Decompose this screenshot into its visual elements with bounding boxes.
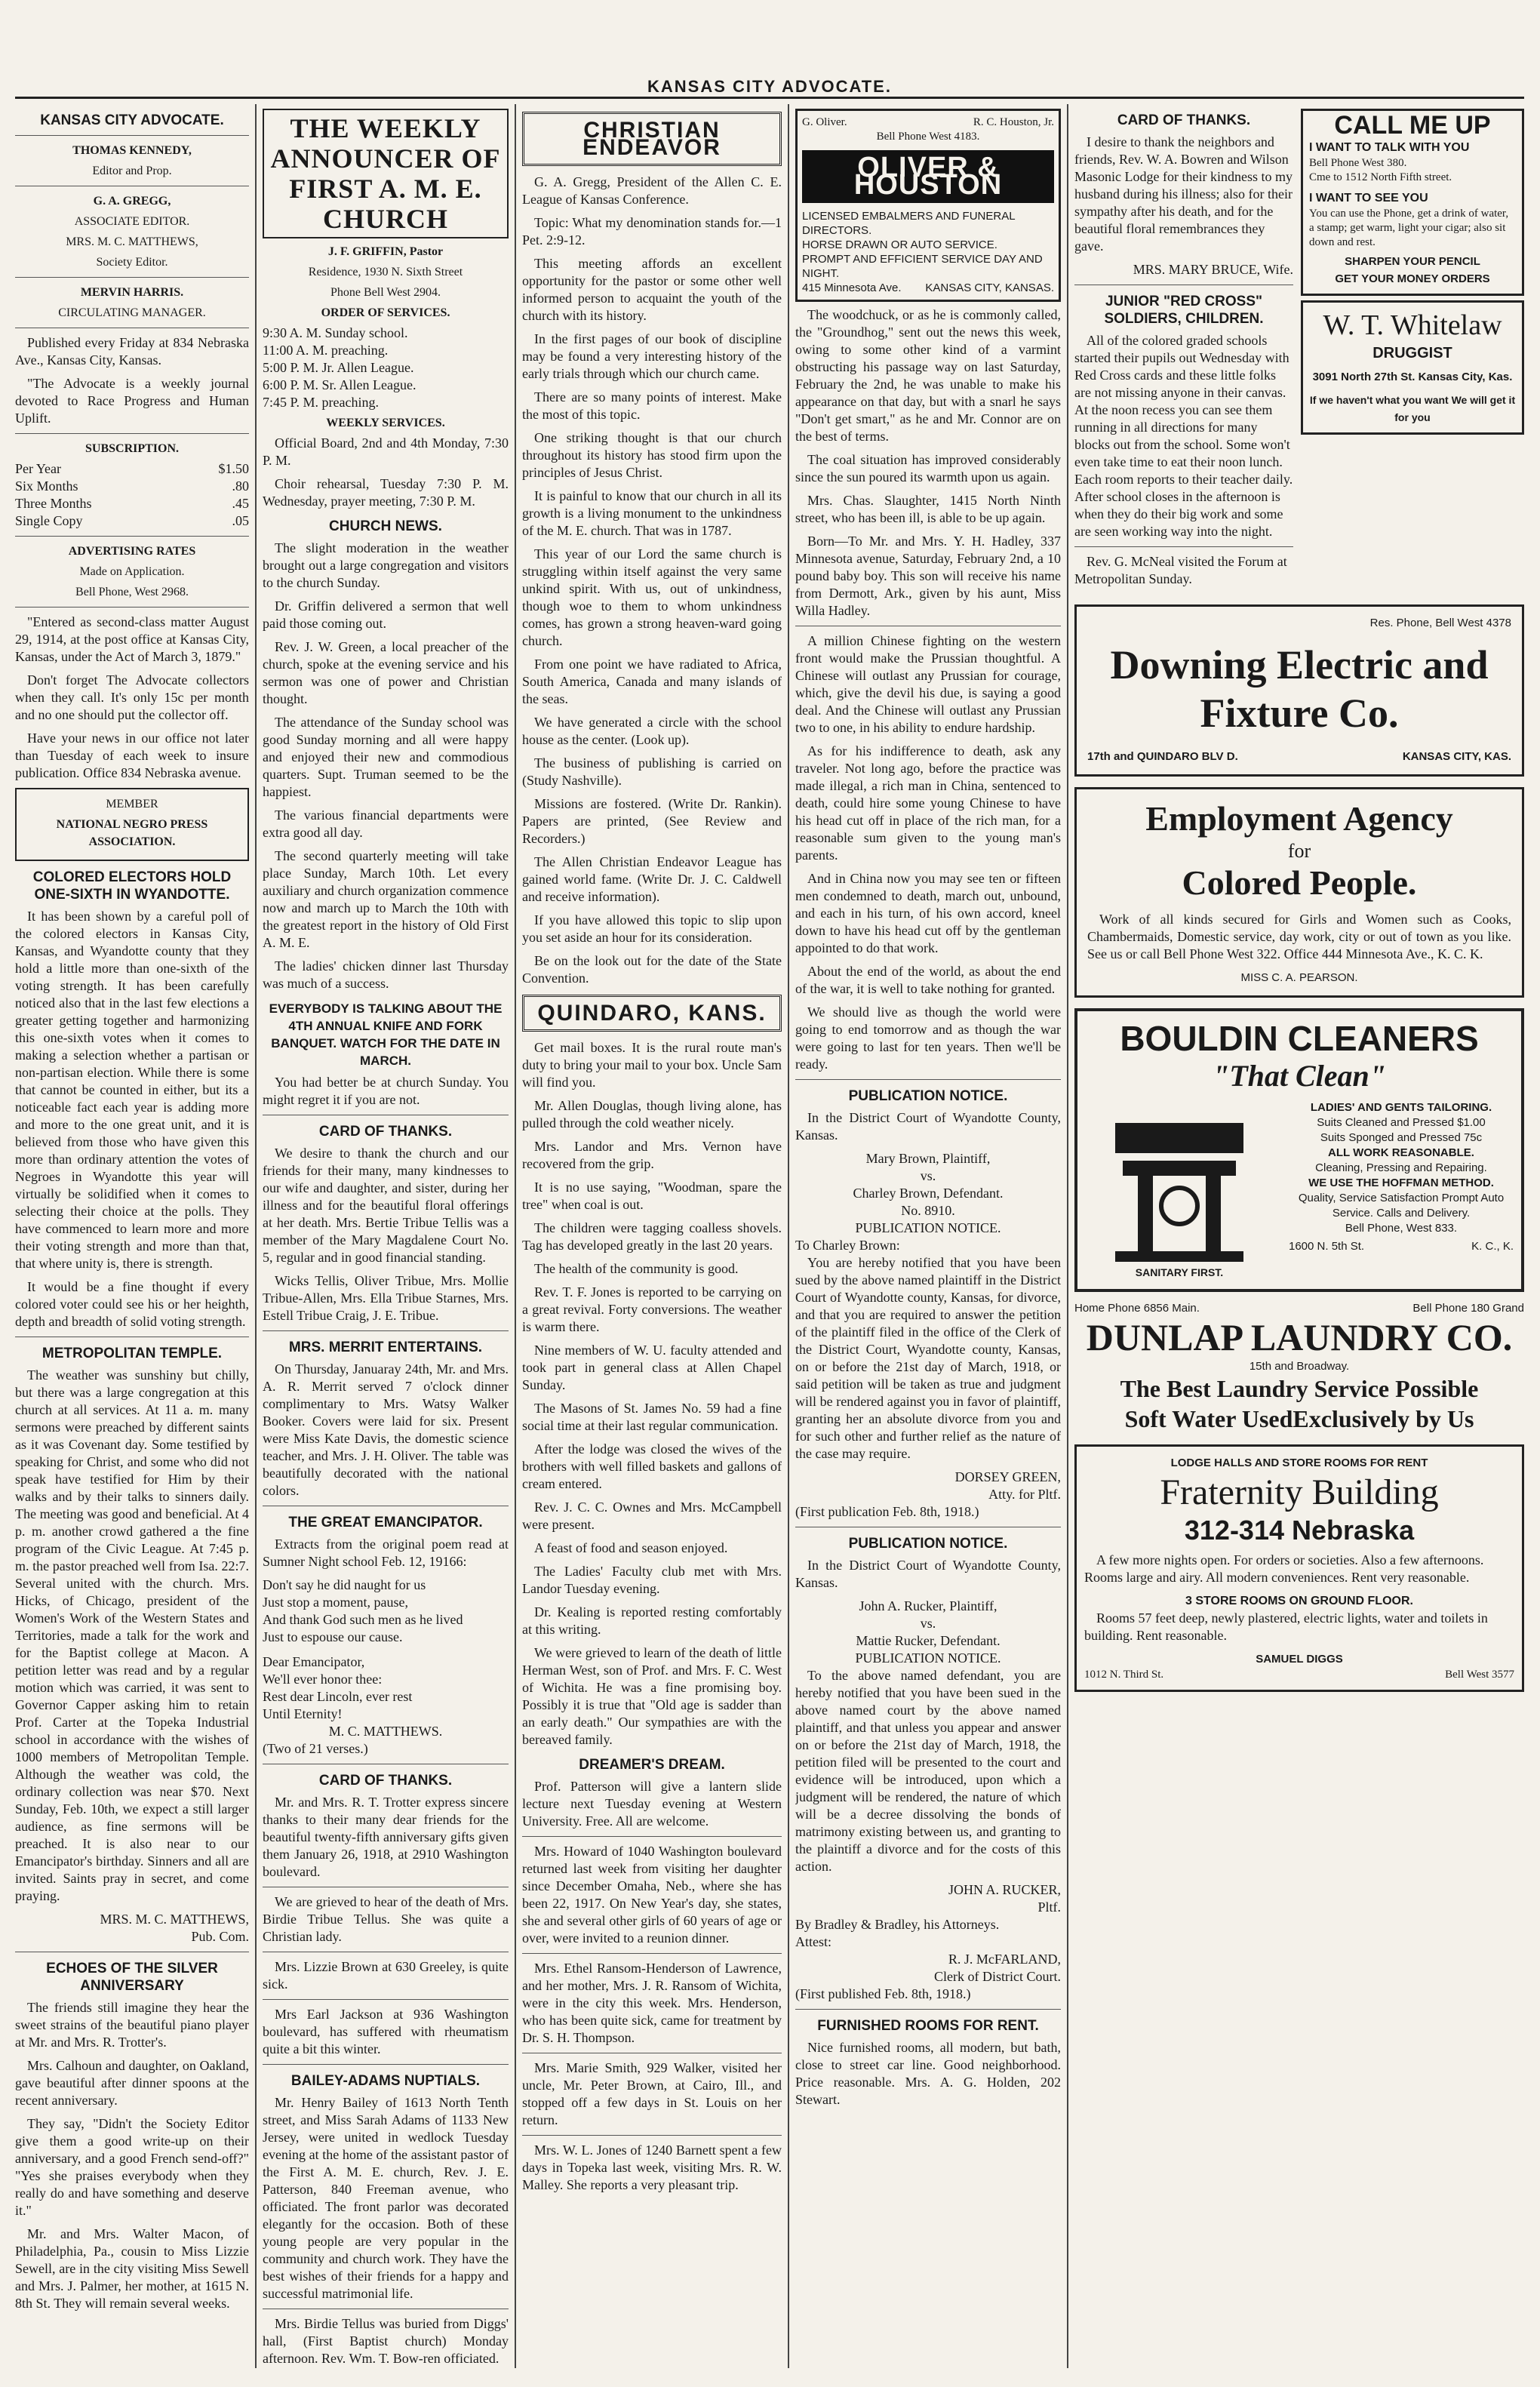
call-line: GET YOUR MONEY ORDERS: [1335, 272, 1490, 285]
pub2-body: To the above named defendant, you are hereby notified that you have been sued in the above named court by the above named plaintiff, and that unless you appear and answer on or before the 21st day of March, 1918, the petition filed will be presented to the court and evidence will be introduced, upon which a judgment will be rendered, the nature of which will be a decree dissolving the bonds of matrimony existing between us, and granting to the plaintiff a divorce and for the costs of this action.: [795, 1668, 1061, 1874]
pub2-vs: vs.: [920, 1616, 936, 1631]
temple-body: The weather was sunshiny but chilly, but there was a large congregation at this church at all services. At 11 a. m. many sermons were preached by different saints as it was Covenant day. Some testified by speaking for Christ, and some who did not speak have testified for Him by their walks and by their talks to sinners daily. The meeting was good and beneficial. At 4 p. m. another crowd gathered a the fine program of the Civic League. At 7:45 p. m. the pastor preached well from Isa. 22:7. Several united with the church. Mrs. Hicks, of Chicago, president of the Women's Work of the Western States and Territories, made a talk for the work and for the Baptist college at Macon. A petition letter was read and by a regular motion which was carried, it was sent to Governor Capper asking him to retain Prof. Carter at the Topeka Industrial school in accordance with the wishes of 1000 members of Metropolitan Temple. Although the weather was cold, the ordinary collection was near $70. Next Sunday, Feb. 10th, we expect a still larger audience, as fine sermons will be preached. It is also near to our Emancipator's birthday. Sinners and all are invited. Saints pray in secret, and come praying.: [15, 1367, 249, 1903]
bouldin-sanitary: SANITARY FIRST.: [1135, 1266, 1224, 1278]
banquet-body: You had better be at church Sunday. You might regret it if you are not.: [263, 1075, 509, 1107]
banquet-heading: EVERYBODY IS TALKING ABOUT THE 4TH ANNUAL KNIFE AND FORK BANQUET. WATCH FOR THE DATE IN MARCH.: [269, 1001, 503, 1068]
editor-name: THOMAS KENNEDY,: [72, 144, 192, 157]
quindaro-item: The Ladies' Faculty club met with Mrs. Landor Tuesday evening.: [522, 1564, 782, 1596]
born-text: Born—To Mr. and Mrs. Y. H. Hadley, 337 Minnesota avenue, Saturday, February 2nd, a 10 pound baby boy. This son will receive his name from Dermott, Ark., given by his aunt, Miss Willa Hadley.: [795, 534, 1061, 618]
endeavor-body: Be on the look out for the date of the State Convention.: [522, 953, 782, 986]
downing-title: Downing Electric and Fixture Co.: [1110, 642, 1489, 736]
rates-list: [15, 460, 249, 530]
call-title: CALL ME UP: [1334, 111, 1491, 140]
pub2-clerk: R. J. McFARLAND,: [948, 1952, 1061, 1967]
jackson-text: Mrs Earl Jackson at 936 Washington boulevard, has suffered with rheumatism quite a bit this winter.: [263, 2007, 509, 2056]
endeavor-body: This year of our Lord the same church is struggling within itself against the very same unkind spirit. With us, out of unkindness, though woe to them to whom unkindness comes, has grown a strong heaven-ward going church.: [522, 546, 782, 648]
frat-store-body: Rooms 57 feet deep, newly plastered, electric lights, water and toilets in building. Rent reasonable.: [1084, 1610, 1488, 1643]
whitelaw-title: W. T. Whitelaw: [1323, 309, 1502, 341]
pressing-machine-icon: [1085, 1100, 1274, 1274]
weekly-heading: WEEKLY SERVICES.: [326, 417, 445, 429]
pub2-by: By Bradley & Bradley, his Attorneys.: [795, 1917, 1000, 1932]
echoes-body-3: They say, "Didn't the Society Editor give them a good write-up on their anniversary, and a good French send-off?" "Yes she praises everybody when they really do and have something and deserve it.": [15, 2116, 249, 2218]
poem-line: Don't say he did naught for us: [263, 1577, 426, 1592]
service-item: 5:00 P. M. Jr. Allen League.: [263, 360, 414, 375]
column-1: [15, 104, 249, 2368]
adv-heading: ADVERTISING RATES: [68, 545, 196, 558]
poem-line: Just to espouse our cause.: [263, 1629, 403, 1644]
frat-title: Fraternity Building: [1160, 1472, 1439, 1512]
pub1-vs: vs.: [920, 1168, 936, 1183]
electors-body-2: It would be a fine thought if every colored voter could see his or her heighth, depth and breadth of solid voting strength.: [15, 1279, 249, 1329]
adv-phone: Bell Phone, West 2968.: [75, 586, 189, 598]
world-end-text: About the end of the world, as about the end of the war, it is well to take nothing for granted.: [795, 964, 1061, 996]
nuptials-heading: BAILEY-ADAMS NUPTIALS.: [290, 2073, 481, 2089]
call-line: SHARPEN YOUR PENCIL: [1345, 255, 1480, 268]
temple-heading: METROPOLITAN TEMPLE.: [41, 1346, 223, 1361]
quindaro-item: Rev. J. C. C. Ownes and Mrs. McCampbell were present.: [522, 1500, 782, 1532]
endeavor-topic: Topic: What my denomination stands for.—1 Pet. 2:9-12.: [522, 215, 782, 248]
echoes-body: The friends still imagine they hear the sweet strains of the beautiful piano player at Mr. and Mrs. R. Trotter's.: [15, 2000, 249, 2050]
quindaro-item: Nine members of W. U. faculty attended and took part in general class at Allen Chapel Sunday.: [522, 1343, 782, 1392]
bouldin-line: Bell Phone, West 833.: [1345, 1222, 1458, 1235]
echoes-heading: ECHOES OF THE SILVER ANNIVERSARY: [46, 1961, 218, 1994]
publish-text: Published every Friday at 834 Nebraska Ave., Kansas City, Kansas.: [15, 335, 249, 368]
endeavor-body: The business of publishing is carried on (Study Nashville).: [522, 755, 782, 788]
frat-body: A few more nights open. For orders or societies. Also a few afternoons. Rooms large and airy. All modern conveniences. Rent very reasonable.: [1084, 1552, 1484, 1585]
masthead-rule: [15, 97, 1524, 99]
rate-row: Six Months .80: [15, 478, 249, 494]
thanks-heading: CARD OF THANKS.: [318, 1124, 453, 1140]
bouldin-line: Quality, Service Satisfaction Prompt Auto Service. Calls and Delivery.: [1298, 1192, 1505, 1220]
endeavor-body: This meeting affords an excellent opportunity for the pastor or some other well informed person to acquaint the youth of the church with its history.: [522, 256, 782, 323]
junior-heading: JUNIOR "RED CROSS" SOLDIERS, CHILDREN.: [1104, 294, 1264, 327]
frat-store: 3 STORE ROOMS ON GROUND FLOOR.: [1185, 1595, 1413, 1607]
downing-address: 17th and QUINDARO BLV D.: [1087, 750, 1238, 763]
member-org: NATIONAL NEGRO PRESS ASSOCIATION.: [56, 818, 208, 848]
nuptials-body: Mr. Henry Bailey of 1613 North Tenth street, and Miss Sarah Adams of 1133 New Jersey, were united in wedlock Tuesday evening at the home of the assistant pastor of the First A. M. E. church, Rev. J. E. Patterson, 840 Freeman avenue, who officiated. The front parlor was decorated elegantly for the occasion. Both of these young people are very popular in the community and church work. They have the best wishes of their friends for a happy and successful matrimonial life.: [263, 2095, 509, 2301]
dunlap-address: 15th and Broadway.: [1249, 1360, 1350, 1373]
thanks-body: We desire to thank the church and our friends for their many, many kindnesses to our wife and daughter, and sister, during her illness and for the beautiful floral offerings at her death. Mrs. Bertie Tribue Tellis was a member of the Mary Magdalene Court No. 5, regular and in good financial standing.: [263, 1146, 509, 1265]
poem-line: Dear Emancipator,: [263, 1654, 365, 1669]
news-body-2: Dr. Griffin delivered a sermon that well paid those coming out.: [263, 598, 509, 631]
bouldin-line: WE USE THE HOFFMAN METHOD.: [1308, 1177, 1494, 1189]
echoes-body-2: Mrs. Calhoun and daughter, on Oakland, gave beautiful after dinner spoons at the recent anniversary.: [15, 2058, 249, 2108]
ad-address: 415 Minnesota Ave.: [802, 281, 902, 294]
poem-line: Until Eternity!: [263, 1706, 343, 1721]
column-4: [795, 104, 1061, 2368]
whitelaw-tagline: If we haven't what you want We will get it for you: [1309, 394, 1516, 423]
oliver-houston-ad: [795, 109, 1061, 302]
bouldin-tagline: "That Clean": [1213, 1059, 1386, 1093]
adv-sub: Made on Application.: [79, 565, 185, 578]
whitelaw-ad: [1301, 300, 1524, 435]
employment-title: Employment Agency: [1145, 799, 1453, 838]
society-name: MRS. M. C. MATTHEWS,: [66, 235, 198, 248]
editor-title: Editor and Prop.: [92, 165, 172, 177]
quindaro-item: Dr. Kealing is reported resting comfortably at this writing.: [522, 1604, 782, 1637]
society-title: Society Editor.: [96, 256, 168, 269]
column-rule: [515, 104, 516, 2368]
employment-for: for: [1287, 840, 1311, 862]
ad-line: PROMPT AND EFFICIENT SERVICE DAY AND NIGHT.: [802, 253, 1043, 280]
endeavor-body: If you have allowed this topic to slip upon you set aside an hour for its consideration.: [522, 912, 782, 945]
quindaro-item: The health of the community is good.: [534, 1261, 739, 1276]
phone: Phone Bell West 2904.: [330, 286, 441, 299]
pub2-notice: PUBLICATION NOTICE.: [855, 1650, 1001, 1666]
thanks5-body: I desire to thank the neighbors and friends, Rev. W. A. Bowren and Wilson Masonic Lodge for their kindness to my husband during his illness; also for their sympathy after his death, and for the beautiful floral remembrances they gave.: [1074, 134, 1293, 254]
downing-ad: [1074, 604, 1524, 777]
call-line: Bell Phone West 380.: [1309, 157, 1407, 169]
announcer-title-box: [263, 109, 509, 238]
ad-city: KANSAS CITY, KANSAS.: [925, 281, 1054, 294]
dunlap-ad: [1074, 1301, 1524, 1434]
ad-name-left: G. Oliver.: [802, 116, 847, 128]
temple-signature-2: Pub. Com.: [191, 1929, 249, 1944]
bouldin-line: Cleaning, Pressing and Repairing.: [1315, 1161, 1487, 1174]
electors-body: It has been shown by a careful poll of the colored electors in Kansas City, Kansas, and Wyandotte county that they hold a little more than one-sixth of the voting strength. It has been carefully noticed also that in the last few elections a greater getting together and harmonizing this one-sixth votes when it comes to making a selection whether a partisan or non-partisan election. While there is some that cannot be counted in either, but its a noticeable fact each year is adding more and more to the one great unit, and it is believed from those who have given this more than ordinary attention the votes of Negroes in Wyandotte this year will virtually be solidified when it comes to selecting their choice at the polls. They have commenced to learn more and more their voting strength and more than that, that where unity is, there is strength.: [15, 909, 249, 1271]
dream-heading: DREAMER'S DREAM.: [579, 1757, 725, 1773]
bouldin-line: Suits Sponged and Pressed 75c: [1320, 1131, 1483, 1144]
service-item: 11:00 A. M. preaching.: [263, 343, 389, 358]
buried-text: Mrs. Birdie Tellus was buried from Diggs' hall, (First Baptist church) Monday afternoon. Rev. Wm. T. Bow-ren officiated.: [263, 2316, 509, 2366]
column-rule: [788, 104, 789, 2368]
circ-name: MERVIN HARRIS.: [80, 286, 184, 299]
bouldin-title: BOULDIN CLEANERS: [1120, 1019, 1479, 1058]
news-body-5: The various financial departments were extra good all day.: [263, 807, 509, 840]
order-heading: ORDER OF SERVICES.: [321, 306, 450, 319]
thanks-signature: Wicks Tellis, Oliver Tribue, Mrs. Mollie Tribue-Allen, Mrs. Ella Tribue Starnes, Mrs. Estell Tribue Craig, J. E. Tribue.: [263, 1273, 509, 1323]
quindaro-title: QUINDARO, KANS.: [522, 995, 782, 1032]
thanks5-heading: CARD OF THANKS.: [1117, 112, 1251, 128]
column-5: [1074, 104, 1524, 2368]
quindaro-item: A feast of food and season enjoyed.: [534, 1540, 728, 1555]
thanks5-signature: MRS. MARY BRUCE, Wife.: [1133, 262, 1293, 277]
endeavor-body: From one point we have radiated to Africa, South America, Canada and many islands of the seas.: [522, 657, 782, 706]
column-rule: [1067, 104, 1068, 2368]
endeavor-body: The Allen Christian Endeavor League has gained world fame. (Write Dr. J. C. Caldwell and receive information).: [522, 854, 782, 904]
endeavor-title: CHRISTIAN ENDEAVOR: [522, 112, 782, 166]
dream-item: Mrs. Ethel Ransom-Henderson of Lawrence, and her mother, Mrs. J. R. Ransom of Wichita, were in the city this week. Mrs. Henderson, who has been quite sick, came for treatment by Dr. S. H. Thompson.: [522, 1961, 782, 2045]
ad-line: HORSE DRAWN OR AUTO SERVICE.: [802, 238, 997, 251]
dunlap-title: DUNLAP LAUNDRY CO.: [1086, 1316, 1513, 1358]
dream-item: Mrs. W. L. Jones of 1240 Barnett spent a few days in Topeka last week, visiting Mrs. R. W. Malley. She reports a very pleasant trip.: [522, 2142, 782, 2192]
endeavor-body: There are so many points of interest. Make the most of this topic.: [522, 389, 782, 422]
member-label: MEMBER: [106, 798, 158, 811]
grieved-text: We are grieved to hear of the death of Mrs. Birdie Tribue Tellus. She was quite a Christian lady.: [263, 1894, 509, 1944]
pub1-signature: DORSEY GREEN,: [954, 1469, 1061, 1484]
press-illustration: [1085, 1100, 1289, 1281]
pub1-notice: PUBLICATION NOTICE.: [855, 1220, 1001, 1235]
endeavor-body: Missions are fostered. (Write Dr. Rankin). Papers are printed, (See Review and Recorders.): [522, 796, 782, 846]
temple-signature: MRS. M. C. MATTHEWS,: [100, 1912, 249, 1927]
assoc-name: G. A. GREGG,: [93, 195, 171, 208]
bouldin-line: ALL WORK REASONABLE.: [1328, 1146, 1474, 1159]
emancipator-body: Extracts from the original poem read at Sumner Night school Feb. 12, 19166:: [263, 1536, 509, 1569]
pub1-plaintiff: Mary Brown, Plaintiff,: [865, 1151, 991, 1166]
quindaro-item: Get mail boxes. It is the rural route man's duty to bring your mail to your box. Uncle Sam will find you.: [522, 1040, 782, 1090]
running-head: KANSAS CITY ADVOCATE.: [647, 77, 892, 96]
dunlap-tagline-2: Soft Water UsedExclusively by Us: [1124, 1405, 1474, 1432]
frat-heading: LODGE HALLS AND STORE ROOMS FOR RENT: [1170, 1457, 1428, 1469]
downing-phone: Res. Phone, Bell West 4378: [1369, 617, 1511, 629]
dont-forget-text: Don't forget The Advocate collectors when they call. It's only 15c per month and no one should put the collector off.: [15, 672, 249, 722]
junior-body: All of the colored graded schools started their pupils out Wednesday with Red Cross cards and these little folks are not missing anyone in their canvas. At the noon recess you can see them running in all directions for many blocks out from the school. Some won't even take time to eat their noon lunch. Each room reports to their teacher daily. After school closes in the afternoon is when they do their big work and some are seen working way into the night.: [1074, 333, 1293, 539]
whitelaw-sub: DRUGGIST: [1372, 345, 1452, 361]
pub1-to: To Charley Brown:: [795, 1238, 900, 1253]
pub2-attest: Attest:: [795, 1934, 831, 1949]
endeavor-byline: G. A. Gregg, President of the Allen C. E. League of Kansas Conference.: [522, 174, 782, 207]
service-item: 9:30 A. M. Sunday school.: [263, 325, 408, 340]
mission-text: "The Advocate is a weekly journal devoted to Race Progress and Human Uplift.: [15, 376, 249, 426]
dunlap-tagline: The Best Laundry Service Possible: [1120, 1375, 1479, 1402]
poem-line: We'll ever honor thee:: [263, 1672, 383, 1687]
news-body: The slight moderation in the weather brought out a large congregation and visitors to the church Sunday.: [263, 540, 509, 590]
slaughter-text: Mrs. Chas. Slaughter, 1415 North Ninth street, who has been ill, is able to be up again.: [795, 493, 1061, 525]
weekly-body-2: Choir rehearsal, Tuesday 7:30 P. M. Wednesday, prayer meeting, 7:30 P. M.: [263, 476, 509, 509]
call-line: I WANT TO TALK WITH YOU: [1309, 141, 1470, 154]
emancipator-heading: THE GREAT EMANCIPATOR.: [288, 1515, 483, 1530]
call-line: I WANT TO SEE YOU: [1309, 192, 1428, 205]
rate-row: Per Year $1.50: [15, 461, 249, 476]
assoc-title: ASSOCIATE EDITOR.: [74, 215, 190, 228]
quindaro-item: Mr. Allen Douglas, though living alone, has pulled through the cold weather nicely.: [522, 1098, 782, 1130]
pub2-defendant: Mattie Rucker, Defendant.: [856, 1633, 1001, 1648]
frat-address-2: 1012 N. Third St.: [1084, 1669, 1164, 1681]
chinese-text-3: And in China now you may see ten or fifteen men condemned to death, march out, unbound, and each in his turn, of his own accord, kneel down to have his head cut off by the gentleman appointed to do that work.: [795, 871, 1061, 955]
have-news-text: Have your news in our office not later than Tuesday of each week to insure publication. Office 834 Nebraska avenue.: [15, 731, 249, 780]
pub2-signature-2: Pltf.: [1037, 1899, 1061, 1915]
bouldin-line: Suits Cleaned and Pressed $1.00: [1317, 1116, 1486, 1129]
news-body-4: The attendance of the Sunday school was good Sunday morning and all were happy and enjoyed their new and commodious quarters. Supt. Truman seemed to be the happiest.: [263, 715, 509, 799]
residence: Residence, 1930 N. Sixth Street: [308, 266, 463, 278]
electors-heading: COLORED ELECTORS HOLD ONE-SIXTH IN WYANDOTTE.: [32, 869, 232, 903]
merritt-heading: MRS. MERRIT ENTERTAINS.: [288, 1340, 483, 1355]
furnished-heading: FURNISHED ROOMS FOR RENT.: [817, 2018, 1039, 2034]
dream-item: Mrs. Marie Smith, 929 Walker, visited her uncle, Mr. Peter Brown, at Cairo, Ill., and stopped off a few days in St. Louis on her return.: [522, 2060, 782, 2127]
chinese-text: A million Chinese fighting on the western front would make the Prussian thoughtful. A Chinese will outlast any Prussian for courage, which, give the devil his due, is saying a good deal. And the Chinese will outlast any Prussian two to one, in his ability to endure hardship.: [795, 633, 1061, 735]
fraternity-ad: [1074, 1444, 1524, 1692]
ad-title: OLIVER & HOUSTON: [802, 150, 1054, 203]
chinese-text-2: As for his indifference to death, ask any traveler. Not long ago, before the practice was made illegal, a rich man in China, sentenced to death, could hire some young Chinese to have his head cut off in place of the rich man, for a reasonable sum given to the young man's parents.: [795, 743, 1061, 863]
poem-line: Just stop a moment, pause,: [263, 1595, 408, 1610]
pub2-plaintiff: John A. Rucker, Plaintiff,: [859, 1598, 997, 1613]
pub2-heading: PUBLICATION NOTICE.: [848, 1536, 1008, 1552]
dunlap-bell-phone: Bell Phone 180 Grand: [1412, 1302, 1524, 1315]
news-heading: CHURCH NEWS.: [329, 518, 442, 534]
ad-name-right: R. C. Houston, Jr.: [973, 116, 1054, 128]
call-me-up-ad: [1301, 109, 1524, 296]
employment-ad: [1074, 787, 1524, 998]
frat-address: 312-314 Nebraska: [1184, 1515, 1415, 1546]
weekly-body: Official Board, 2nd and 4th Monday, 7:30 P. M.: [263, 435, 509, 468]
poem-line: [263, 1646, 509, 1653]
pub1-signature-2: Atty. for Pltf.: [988, 1487, 1061, 1502]
ad-line: LICENSED EMBALMERS AND FUNERAL DIRECTORS.: [802, 210, 1016, 237]
quindaro-item: The Masons of St. James No. 59 had a fine social time at their last regular communication.: [522, 1401, 782, 1433]
column-2: [263, 104, 509, 2368]
pub2-signature: JOHN A. RUCKER,: [948, 1882, 1061, 1897]
frat-phone: Bell West 3577: [1445, 1669, 1514, 1681]
pub1-number: No. 8910.: [901, 1203, 955, 1218]
frat-signature: SAMUEL DIGGS: [1256, 1653, 1343, 1666]
dream-item: Mrs. Howard of 1040 Washington boulevard returned last week from visiting her daughter since December Omaha, Neb., where she has been 22, 1917. On New Year's day, she states, she and several other girls of 60 years of age or over, were invited to a reunion dinner.: [522, 1844, 782, 1946]
call-line: Cme to 1512 North Fifth street.: [1309, 171, 1452, 183]
circ-title: CIRCULATING MANAGER.: [58, 306, 206, 319]
endeavor-body: It is painful to know that our church in all its growth is a living monument to the unkindness of the M. E. church. That was in 1787.: [522, 488, 782, 538]
quindaro-item: It is no use saying, "Woodman, spare the tree" when coal is out.: [522, 1180, 782, 1212]
downing-city: KANSAS CITY, KAS.: [1402, 750, 1511, 763]
poem-line: Rest dear Lincoln, ever rest: [263, 1689, 413, 1704]
echoes-body-4: Mr. and Mrs. Walter Macon, of Philadelphia, Pa., cousin to Miss Lizzie Sewell, are in the city visiting Miss Sewell and Mrs. J. Palmer, her mother, at 1615 N. 8th St. They will remain several weeks.: [15, 2226, 249, 2311]
thanks2-heading: CARD OF THANKS.: [318, 1773, 453, 1789]
column-3: [522, 104, 782, 2368]
bouldin-ad: [1074, 1008, 1524, 1292]
pub2-publication: (First published Feb. 8th, 1918.): [795, 1986, 971, 2001]
masthead: [15, 8, 1524, 96]
pub1-body: You are hereby notified that you have been sued by the above named plaintiff in the District Court of Wyandotte county, Kansas, for divorce, and that you are required to answer the petition of the plaintiff filed in the office of the Clerk of the District Court, Wyandotte county, Kansas, on or before the 21st day of March, 1918, or said petition will be taken as true and judgment will be rendered against you in favor of plaintiff, granting her an absolute divorce from you and for such other and further relief as the nature of the case may require.: [795, 1255, 1061, 1461]
news-body-3: Rev. J. W. Green, a local preacher of the church, spoke at the evening service and his sermon was one of power and Christian thought.: [263, 639, 509, 706]
subscription-heading: SUBSCRIPTION.: [85, 442, 180, 455]
brown-text: Mrs. Lizzie Brown at 630 Greeley, is quite sick.: [263, 1959, 509, 1992]
bouldin-line: LADIES' AND GENTS TAILORING.: [1310, 1101, 1492, 1114]
woodchuck-text: The woodchuck, or as he is commonly called, the "Groundhog," sent out the news this week, owing to some other kind of a varmint obstructing his passage way on last Saturday, February the 2nd, he was unable to make his appearance on that day, but with a snarl he says "Don't get smart," as he and Mr. Connor are on the best of terms.: [795, 307, 1061, 444]
dream-item: Prof. Patterson will give a lantern slide lecture next Tuesday evening at Western University. Free. All are welcome.: [522, 1779, 782, 1829]
news-body-7: The ladies' chicken dinner last Thursday was much of a success.: [263, 958, 509, 991]
news-body-6: The second quarterly meeting will take place Sunday, March 10th. Let every auxiliary and church organization commence now and march up to March the 10th with the greatest report in the history of Old First A. M. E.: [263, 848, 509, 950]
poem-signature: M. C. MATTHEWS.: [328, 1724, 443, 1739]
whitelaw-address: 3091 North 27th St. Kansas City, Kas.: [1312, 371, 1513, 383]
pub1-publication: (First publication Feb. 8th, 1918.): [795, 1504, 979, 1519]
bouldin-city: K. C., K.: [1471, 1240, 1514, 1253]
employment-title-2: Colored People.: [1182, 863, 1417, 902]
endeavor-body: One striking thought is that our church throughout its history has stood firm upon the principles of Jesus Christ.: [522, 430, 782, 480]
rate-row: Single Copy .05: [15, 513, 249, 528]
service-item: 6:00 P. M. Sr. Allen League.: [263, 377, 417, 392]
employment-signature: MISS C. A. PEARSON.: [1240, 971, 1358, 984]
endeavor-body: In the first pages of our book of discipline may be found a very interesting history of the early trials through which our church came.: [522, 331, 782, 381]
quindaro-item: The children were tagging coalless shovels. Tag has developed greatly in the last 20 years.: [522, 1220, 782, 1253]
dunlap-home-phone: Home Phone 6856 Main.: [1074, 1302, 1200, 1315]
poem-note: (Two of 21 verses.): [263, 1741, 368, 1756]
employment-body: Work of all kinds secured for Girls and Women such as Cooks, Chambermaids, Domestic service, day work, city or out of town as you like. See us or call Bell Phone West 322. Office 444 Minnesota Ave., K. C. K.: [1087, 912, 1511, 961]
announcer-title: THE WEEKLY ANNOUNCER OF FIRST A. M. E. CHURCH: [270, 113, 501, 234]
column-rule: [255, 104, 257, 2368]
quindaro-item: Mrs. Landor and Mrs. Vernon have recovered from the grip.: [522, 1139, 782, 1171]
merritt-body: On Thursday, Januaray 24th, Mr. and Mrs. A. R. Merrit served 7 o'clock dinner complimentary to Mrs. Watsy Walker Booker. Covers were laid for six. Present were Miss Kate Davis, the domestic science teacher, and Mrs. J. H. Oliver. The table was beautifully decorated with the national colors.: [263, 1361, 509, 1498]
quindaro-item: We were grieved to learn of the death of little Herman West, son of Prof. and Mrs. F. C. West of Wichita. He was a fine promising boy. Possibly it is true that "Old age is sadder than an early death." Our sympathies are with the bereaved family.: [522, 1645, 782, 1747]
pub1-court: In the District Court of Wyandotte County, Kansas.: [795, 1110, 1061, 1143]
call-line: You can use the Phone, get a drink of water, a stamp; get warm, light your cigar; also sit down and rest.: [1309, 208, 1509, 248]
paper-name: KANSAS CITY ADVOCATE.: [40, 112, 224, 128]
pastor: J. F. GRIFFIN, Pastor: [327, 245, 444, 258]
furnished-body: Nice furnished rooms, all modern, but bath, close to street car line. Good neighborhood. Price reasonable. Mrs. A. G. Holden, 202 Stewart.: [795, 2040, 1061, 2107]
coal-text: The coal situation has improved considerably since the sun poured its warmth upon us again.: [795, 452, 1061, 484]
quindaro-item: After the lodge was closed the wives of the brothers with well filled baskets and gallons of cream entered.: [522, 1441, 782, 1491]
pub-heading: PUBLICATION NOTICE.: [848, 1088, 1008, 1104]
poem-line: And thank God such men as he lived: [263, 1612, 463, 1627]
endeavor-body: We have generated a circle with the school house as the center. (Look up).: [522, 715, 782, 747]
bouldin-address: 1600 N. 5th St.: [1289, 1240, 1365, 1253]
quindaro-item: Rev. T. F. Jones is reported to be carrying on a great revival. Forty conversions. The weather is warm there.: [522, 1284, 782, 1334]
member-box: [15, 788, 249, 861]
rate-row: Three Months .45: [15, 496, 249, 511]
thanks2-body: Mr. and Mrs. R. T. Trotter express sincere thanks to their many dear friends for the beautiful twenty-fifth anniversary gifts given them January 26, 1918, at 2910 Washington boulevard.: [263, 1795, 509, 1879]
pub1-defendant: Charley Brown, Defendant.: [853, 1186, 1004, 1201]
service-item: 7:45 P. M. preaching.: [263, 395, 379, 410]
pub2-clerk-2: Clerk of District Court.: [934, 1969, 1061, 1984]
pub2-court: In the District Court of Wyandotte County, Kansas.: [795, 1558, 1061, 1590]
ad-phone: Bell Phone West 4183.: [876, 131, 980, 143]
world-end-text-2: We should live as though the world were going to end tomorrow and as though the war were going to last for ten years. Then we'll be ready.: [795, 1004, 1061, 1072]
entered-text: "Entered as second-class matter August 29, 1914, at the post office at Kansas City, Kansas, under the Act of March 3, 1879.": [15, 614, 249, 664]
mcneal-text: Rev. G. McNeal visited the Forum at Metropolitan Sunday.: [1074, 554, 1287, 586]
